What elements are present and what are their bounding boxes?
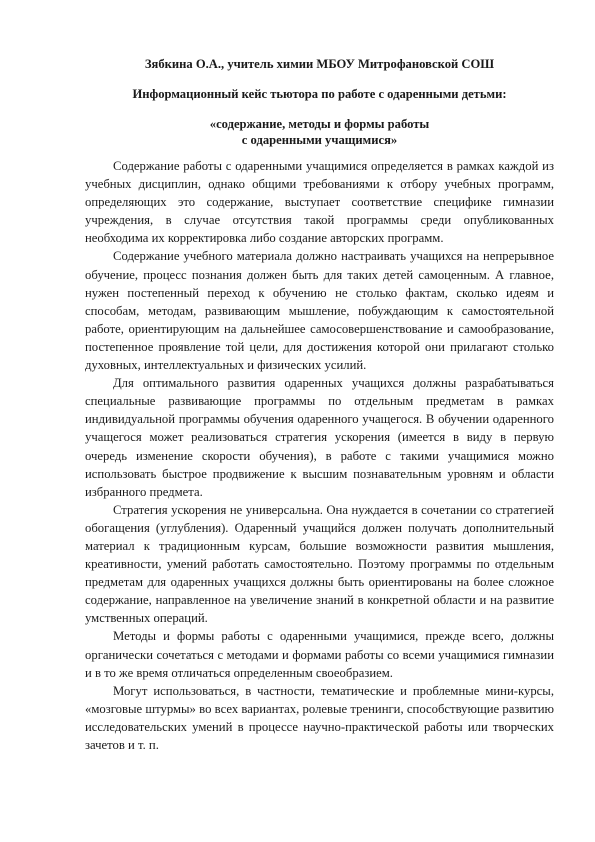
paragraph-3: Для оптимального развития одаренных учащихся должны разрабатываться специальные развивающие программы по отдельным предметам в рамках индивидуальной программы обучения одаренного учащегося. В обучении одаренного учащегося может реализоваться стратегия ускорения (имеется в виду в первую очередь изменение скорости обучения), в работе с такими учащимися можно использовать быстрое продвижение к высшим познавательным уровням и области избранного предмета.: [85, 376, 554, 499]
document-subtitle: Информационный кейс тьютора по работе с одаренными детьми:: [132, 87, 507, 101]
paragraph-2: Содержание учебного материала должно настраивать учащихся на непрерывное обучение, процесс познания должен быть для таких детей самоценным. А главное, нужен постепенный переход к обучению не столько фактам, сколько идеям и способам, методам, развивающим мышление, побуждающим к самостоятельной работе, ориентирующим на дальнейшее самосовершенствование и самообразование, постепенное проявление той цели, для достижения которой они прилагают столько духовных, интеллектуальных и физических усилий.: [85, 249, 554, 373]
paragraph-6: Могут использоваться, в частности, тематические и проблемные мини-курсы, «мозговые штурмы» во всех вариантах, ролевые тренинги, способствующие развитию исследовательских умений в процессе научно-практической работы или творческих зачетов и т. п.: [85, 683, 554, 752]
paragraph-5: Методы и формы работы с одаренными учащимися, прежде всего, должны органически сочетаться с методами и формами работы со всеми учащимися гимназии и в то же время отличаться определенным своеобразием.: [85, 629, 554, 680]
paragraph-4: Стратегия ускорения не универсальна. Она нуждается в сочетании со стратегией обогащения (углубления). Одаренный учащийся должен получать дополнительный материал к традиционным курсам, большие возможности развития мышления, креативности, умений работать самостоятельно. Поэтому программы по отдельным предметам для одаренных учащихся должны быть ориентированы на более сложное содержание, направленное на увеличение знаний в конкретной области и на развитие умственных операций.: [85, 502, 554, 626]
topic-title-line-2: с одаренными учащимися»: [241, 133, 398, 147]
paragraph-1: Содержание работы с одаренными учащимися определяется в рамках каждой из учебных дисциплин, однако общими требованиями к отбору учебных программ, определяющих это содержание, выступает соответствие специфике гимназии учреждения, в случае отсутствия такой программы среди опубликованных необходима их корректировка либо создание авторских программ.: [85, 159, 554, 246]
author-line: Зябкина О.А., учитель химии МБОУ Митрофановской СОШ: [144, 57, 495, 71]
body-text: [85, 157, 554, 754]
document-page: [85, 56, 554, 754]
topic-title-line-1: «содержание, методы и формы работы: [209, 117, 430, 131]
